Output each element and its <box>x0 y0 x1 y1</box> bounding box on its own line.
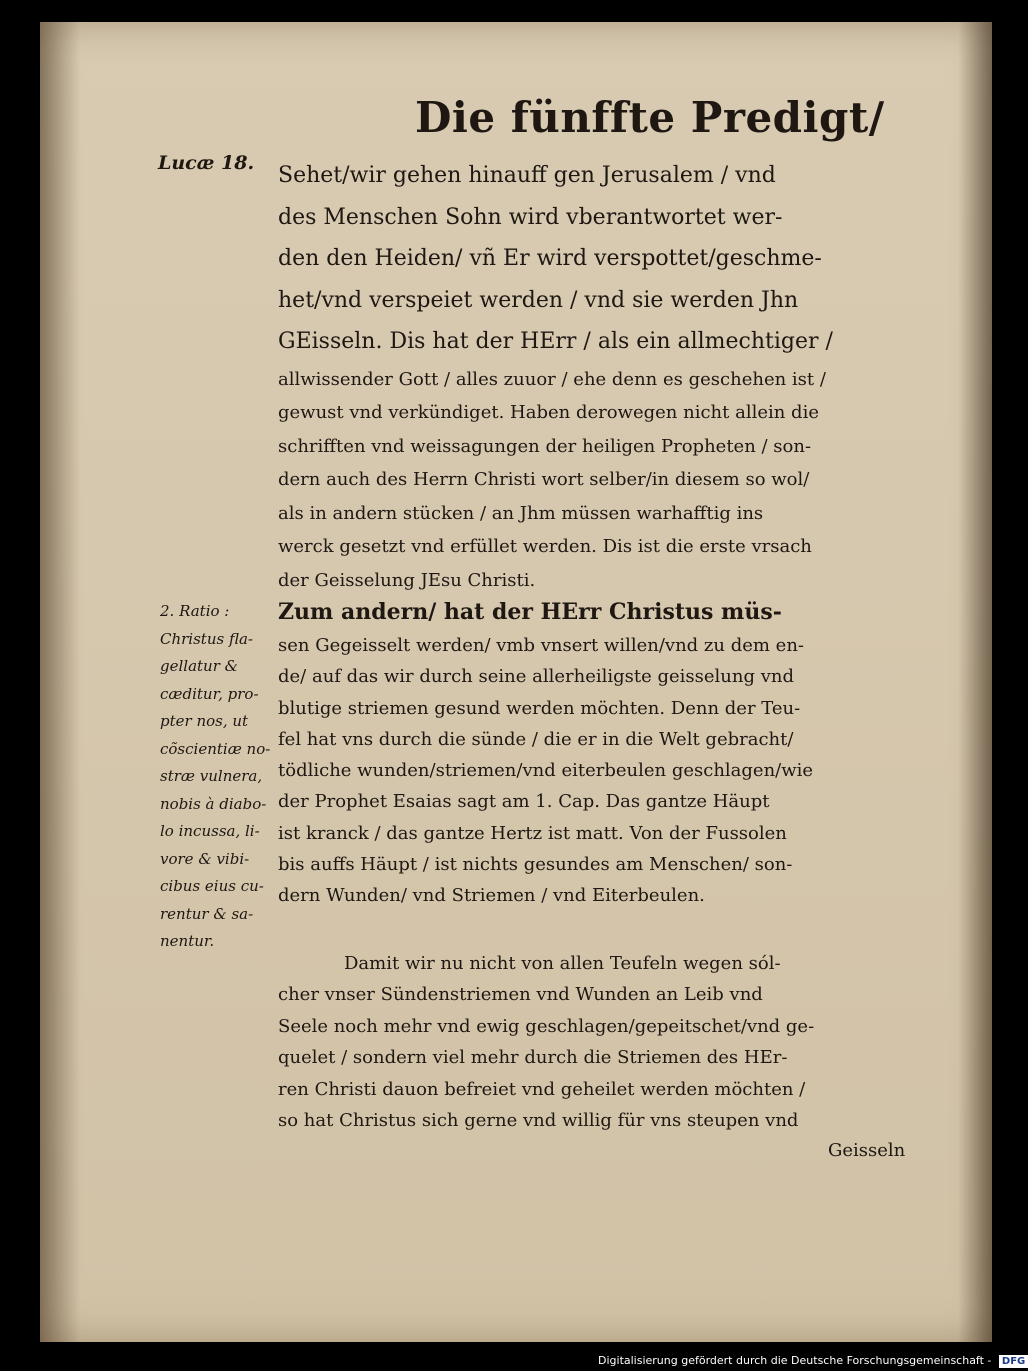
text-line: werck gesetzt vnd erfüllet werden. Dis ist die erste vrsach <box>278 536 812 557</box>
text-line: dern Wunden/ vnd Striemen / vnd Eiterbeulen. <box>278 885 705 907</box>
text-line: ren Christi dauon befreiet vnd geheilet werden möchten / <box>278 1078 806 1100</box>
text-line: dern auch des Herrn Christi wort selber/in diesem so wol/ <box>278 469 810 490</box>
margin-note-line: vore & vibi- <box>160 849 250 868</box>
text-line: blutige striemen gesund werden möchten. Denn der Teu- <box>278 697 801 719</box>
footer-text: Digitalisierung gefördert durch die Deutsche Forschungsgemeinschaft - <box>598 1354 992 1367</box>
margin-note-line: stræ vulnera, <box>160 767 263 785</box>
margin-note-line: pter nos, ut <box>160 712 249 730</box>
text-line: ist kranck / das gantze Hertz ist matt. Von der Fussolen <box>278 822 787 844</box>
text-line: cher vnser Sündenstriemen vnd Wunden an Leib vnd <box>278 984 763 1006</box>
text-line: Damit wir nu nicht von allen Teufeln wegen sól- <box>344 953 781 974</box>
page-heading: Die fünffte Predigt/ <box>415 93 885 142</box>
paragraph-3 <box>278 948 928 1136</box>
text-line: fel hat vns durch die sünde / die er in die Welt gebracht/ <box>278 728 794 750</box>
text-line: quelet / sondern viel mehr durch die Striemen des HEr- <box>278 1047 788 1069</box>
text-line: schrifften vnd weissagungen der heiligen Propheten / son- <box>278 435 812 457</box>
text-line: sen Gegeisselt werden/ vmb vnsert willen/vnd zu dem en- <box>278 635 804 656</box>
text-line: der Prophet Esaias sagt am 1. Cap. Das gantze Häupt <box>278 791 770 813</box>
text-line: der Geisselung JEsu Christi. <box>278 569 536 591</box>
margin-note-line: cibus eius cu- <box>160 877 264 895</box>
margin-reference: Lucæ 18. <box>158 152 255 174</box>
text-line: so hat Christus sich gerne vnd willig für vns steupen vnd <box>278 1109 799 1131</box>
text-line: het/vnd verspeiet werden / vnd sie werden Jhn <box>278 287 799 313</box>
margin-note-line: cõscientiæ no- <box>160 739 271 758</box>
text-line: des Menschen Sohn wird vberantwortet wer- <box>278 204 783 230</box>
paragraph-1 <box>278 155 928 597</box>
margin-note-line: Christus fla- <box>160 629 253 648</box>
margin-note-line: nentur. <box>160 932 215 950</box>
page-edge-shadow <box>958 22 992 1342</box>
margin-note-latin <box>160 598 288 956</box>
text-line: Sehet/wir gehen hinauff gen Jerusalem / vnd <box>278 163 776 188</box>
margin-note-line: nobis à diabo- <box>160 794 267 813</box>
text-line: tödliche wunden/striemen/vnd eiterbeulen geschlagen/wie <box>278 760 814 782</box>
paragraph-2 <box>278 594 928 912</box>
margin-note-line: cæditur, pro- <box>160 684 259 703</box>
text-line: GEisseln. Dis hat der HErr / als ein allmechtiger / <box>278 329 833 354</box>
text-line: de/ auf das wir durch seine allerheiligste geisselung vnd <box>278 666 795 688</box>
margin-note-line: gellatur & <box>160 657 238 675</box>
margin-note-line: lo incussa, li- <box>160 822 260 840</box>
footer-credit <box>598 1352 1028 1370</box>
text-line: Seele noch mehr vnd ewig geschlagen/gepeitschet/vnd ge- <box>278 1015 815 1037</box>
catchword: Geisseln <box>828 1140 906 1161</box>
page-gutter-shadow <box>40 22 80 1342</box>
text-line: Zum andern/ hat der HErr Christus müs- <box>278 599 782 625</box>
margin-note-line: rentur & sa- <box>160 904 254 923</box>
text-line: bis auffs Häupt / ist nichts gesundes am Menschen/ son- <box>278 854 793 876</box>
text-line: als in andern stücken / an Jhm müssen warhafftig ins <box>278 502 764 524</box>
dfg-logo: DFG <box>999 1355 1028 1368</box>
text-line: gewust vnd verkündiget. Haben derowegen nicht allein die <box>278 402 819 423</box>
margin-note-line: 2. Ratio : <box>160 602 230 620</box>
text-line: allwissender Gott / alles zuuor / ehe denn es geschehen ist / <box>278 368 826 390</box>
text-line: den den Heiden/ vñ Er wird verspottet/geschme- <box>278 246 822 271</box>
